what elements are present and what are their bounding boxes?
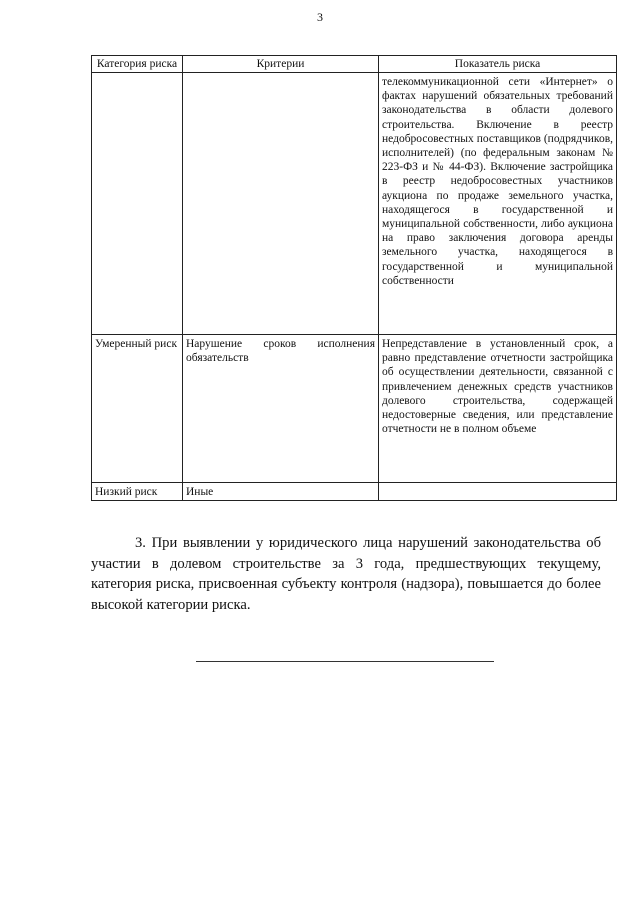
cell-criteria <box>183 73 379 335</box>
cell-category: Низкий риск <box>92 483 183 501</box>
cell-category: Умеренный риск <box>92 335 183 483</box>
header-risk-category: Категория риска <box>92 56 183 73</box>
table-row <box>92 483 617 501</box>
body-paragraph: 3. При выявлении у юридического лица нарушений законодательства об участии в долевом строительстве за 3 года, предшествующих текущему, категория риска, присвоенная субъекту контроля (надзора), повышается до более высокой категории риска. <box>91 535 601 614</box>
cell-criteria: Нарушение сроков исполнения обязательств <box>183 335 379 483</box>
risk-table <box>91 55 617 501</box>
cell-category <box>92 73 183 335</box>
cell-indicator: Непредставление в установленный срок, а равно представление отчетности застройщика об осуществлении деятельности, связанной с привлечением денежных средств участников долевого строительства, содержащей недостоверные сведения, или представление отчетности не в полном объеме <box>379 335 617 483</box>
cell-indicator <box>379 483 617 501</box>
closing-rule-line <box>196 661 494 662</box>
page-number: 3 <box>317 10 323 24</box>
header-criteria: Критерии <box>183 56 379 73</box>
table-row <box>92 73 617 335</box>
cell-indicator: телекоммуникационной сети «Интернет» о фактах нарушений обязательных требований законодательства в области долевого строительства. Включение в реестр недобросовестных поставщиков (подрядчиков, исполнителей) (по федеральным законам № 223-ФЗ и № 44-ФЗ). Включение застройщика в реестр недобросовестных участников аукциона по продаже земельного участка, находящегося в государственной и муниципальной собственности, либо аукциона на право заключения договора аренды земельного участка, находящегося в государственной и муниципальной собственности <box>379 73 617 335</box>
header-risk-indicator: Показатель риска <box>379 56 617 73</box>
table-row <box>92 335 617 483</box>
cell-criteria: Иные <box>183 483 379 501</box>
table-header-row <box>92 56 617 73</box>
